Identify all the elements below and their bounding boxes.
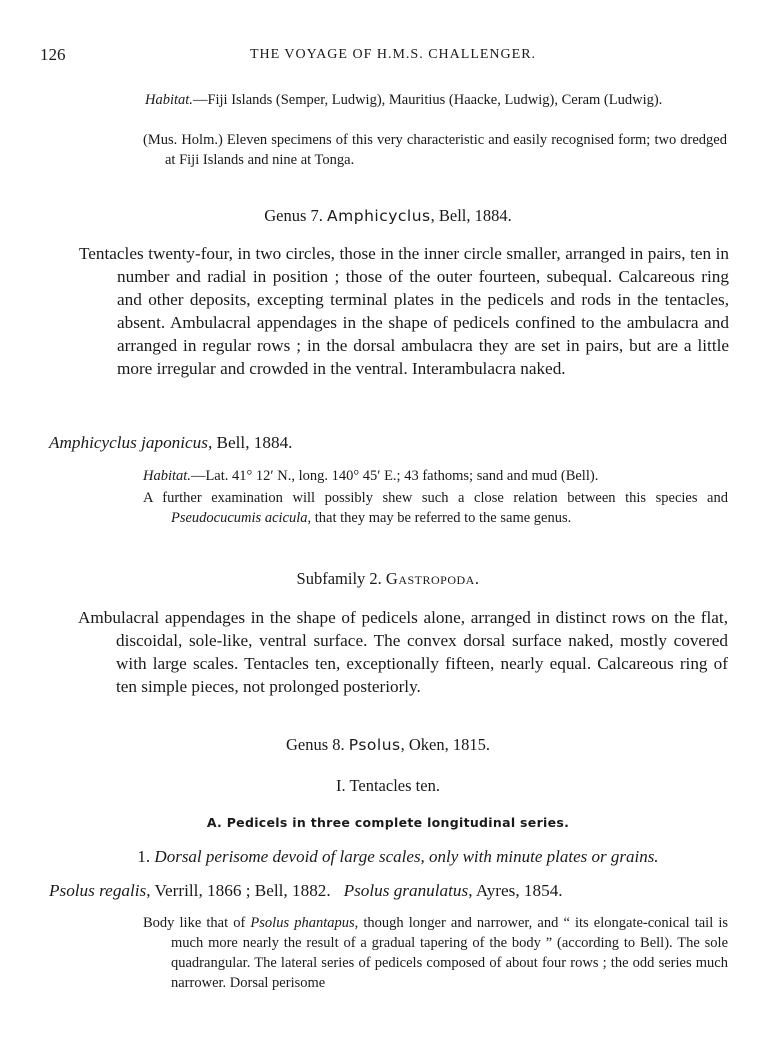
habitat-2-label: Habitat. — [143, 468, 191, 484]
species-2-name-a: Psolus regalis — [49, 881, 147, 900]
genus-7-prefix: Genus 7. — [264, 206, 323, 225]
running-title: THE VOYAGE OF H.M.S. CHALLENGER. — [249, 47, 537, 62]
description-3-italic: Psolus phantapus — [250, 915, 355, 931]
description-3-text-a: Body like that of — [143, 915, 251, 931]
genus-8-prefix: Genus 8. — [285, 735, 345, 754]
page-number: 126 — [40, 45, 66, 64]
genus-8-authority: , Oken, 1815. — [400, 735, 490, 754]
habitat-2-text: —Lat. 41° 12′ N., long. 140° 45′ E.; 43 fathoms; sand and mud (Bell). — [190, 468, 599, 484]
note-paragraph-2 — [143, 488, 728, 528]
note-2-italic: Pseudocucumis acicula — [171, 510, 308, 526]
genus-8-name: Psolus — [348, 736, 401, 754]
section-1-number: 1. — [137, 847, 151, 866]
description-3-text-b: , though longer and narrower, and “ its elongate-conical tail is much more nearly the result of a gradual tapering of the body ” (according to Bell). The sole quadrangular. The lateral series of pedicels composed of about four rows ; the odd series much narrower. Dorsal perisome — [171, 915, 729, 991]
habitat-text: —Fiji Islands (Semper, Ludwig), Mauritius (Haacke, Ludwig), Ceram (Ludwig). — [192, 92, 663, 108]
species-2-authority-b: , Ayres, 1854. — [468, 881, 563, 900]
section-I-heading: I. Tentacles ten. — [336, 776, 440, 795]
genus-7-heading — [0, 206, 776, 226]
note-2-text-a: A further examination will possibly shew such a close relation between this species and — [143, 490, 728, 506]
habitat-paragraph-2 — [143, 466, 728, 486]
subfamily-2-prefix: Subfamily 2. — [296, 569, 382, 588]
museum-paragraph-1: (Mus. Holm.) Eleven specimens of this very characteristic and easily recognised form; two dredged at Fiji Islands and nine at Tonga. — [143, 132, 727, 168]
species-2-authority-a: , Verrill, 1866 ; Bell, 1882. — [146, 881, 331, 900]
note-2-text-b: , that they may be referred to the same genus. — [307, 510, 572, 526]
species-2-name-b: Psolus granulatus — [343, 881, 469, 900]
species-heading-2 — [49, 879, 563, 902]
genus-7-name: Amphicyclus — [327, 207, 431, 225]
genus-8-heading — [0, 735, 776, 755]
subfamily-2-name: Gastropoda. — [385, 569, 480, 588]
section-1-heading — [0, 845, 776, 868]
genus-7-authority: , Bell, 1884. — [430, 206, 512, 225]
subfamily-2-description: Ambulacral appendages in the shape of pedicels alone, arranged in distinct rows on the flat, discoidal, sole-like, ventral surface. The convex dorsal surface naked, mostly covered with large scales. Tentacles ten, exceptionally fifteen, nearly equal. Calcareous ring of ten simple pieces, not prolonged posteriorly. — [78, 608, 728, 696]
subfamily-2-heading — [0, 569, 776, 589]
section-A-heading: A. Pedicels in three complete longitudinal series. — [206, 815, 570, 830]
habitat-label: Habitat. — [145, 92, 193, 108]
section-1-text: Dorsal perisome devoid of large scales, only with minute plates or grains. — [154, 847, 659, 866]
habitat-paragraph-1 — [145, 90, 727, 110]
species-1-name: Amphicyclus japonicus — [49, 433, 208, 452]
genus-7-description: Tentacles twenty-four, in two circles, those in the inner circle smaller, arranged in pairs, ten in number and radial in position ; those of the outer fourteen, subequal. Calcareous ring and other deposits, excepting terminal plates in the pedicels and rods in the tentacles, absent. Ambulacral appendages in the shape of pedicels confined to the ambulacra and arranged in regular rows ; in the dorsal ambulacra they are set in pairs, but are a little more irregular and crowded in the ventral. Interambulacra naked. — [79, 244, 729, 378]
species-1-authority: , Bell, 1884. — [207, 433, 293, 452]
description-paragraph-3 — [143, 913, 728, 993]
species-heading-1 — [49, 431, 292, 454]
